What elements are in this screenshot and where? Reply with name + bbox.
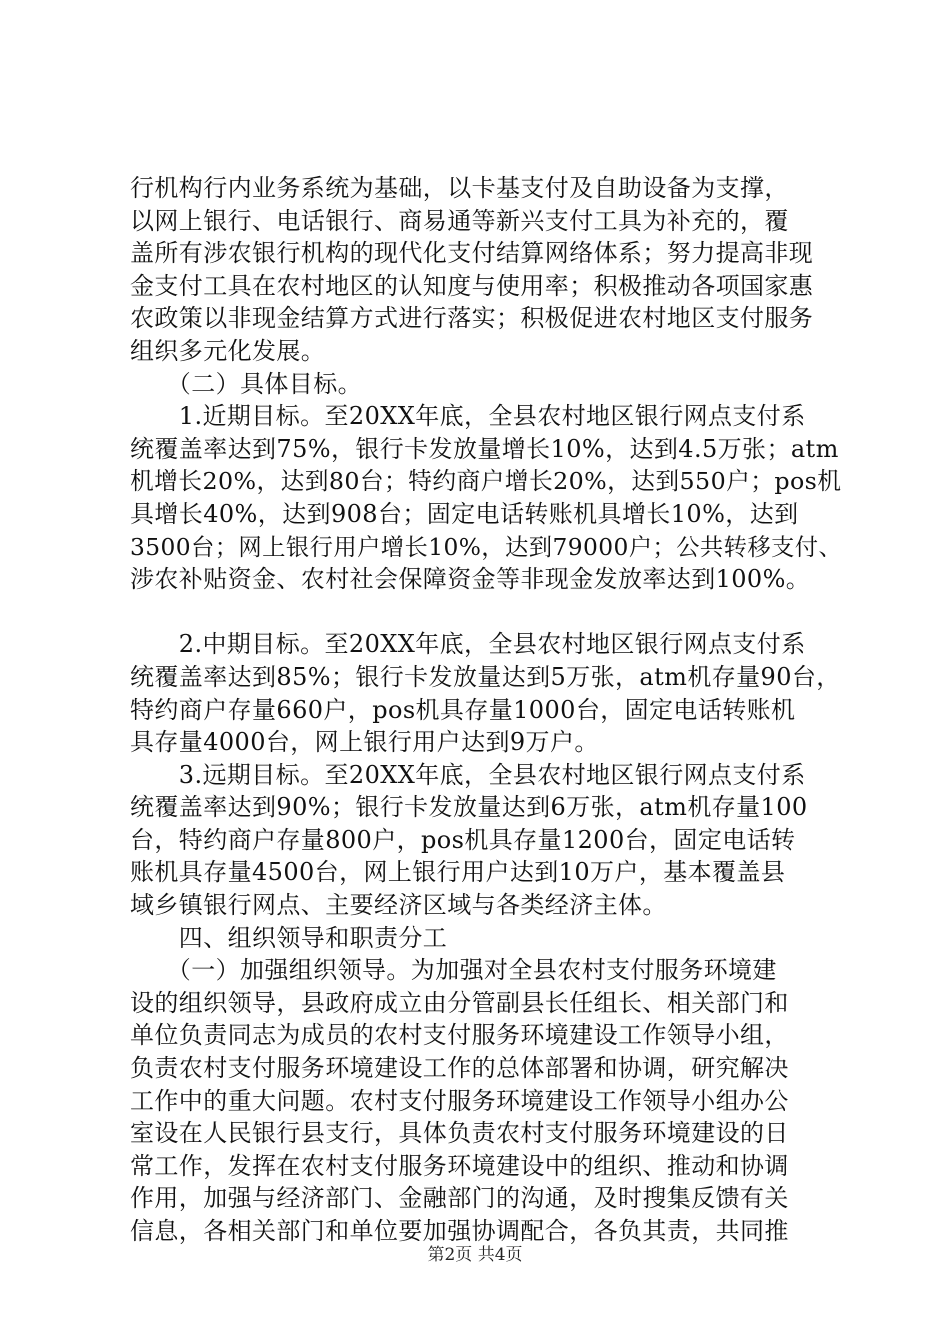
text-line: 单位负责同志为成员的农村支付服务环境建设工作领导小组，	[130, 1021, 789, 1050]
text-line: 具存量4000台，网上银行用户达到9万户。	[130, 728, 599, 757]
text-line: 设的组织领导，县政府成立由分管副县长任组长、相关部门和	[130, 988, 789, 1017]
text-line: 负责农村支付服务环境建设工作的总体部署和协调，研究解决	[130, 1054, 789, 1083]
text-line: 3.远期目标。至20XX年底，全县农村地区银行网点支付系	[130, 760, 806, 789]
text-line: 工作中的重大问题。农村支付服务环境建设工作领导小组办公	[130, 1086, 789, 1115]
text-line: 涉农补贴资金、农村社会保障资金等非现金发放率达到100%。	[130, 565, 811, 594]
text-line: 组织多元化发展。	[130, 336, 326, 365]
text-line: 统覆盖率达到90%；银行卡发放量达到6万张，atm机存量100	[130, 793, 808, 822]
text-line: 2.中期目标。至20XX年底，全县农村地区银行网点支付系	[130, 630, 806, 659]
text-line: 具增长40%，达到908台；固定电话转账机具增长10%，达到	[130, 499, 799, 528]
text-line: 金支付工具在农村地区的认知度与使用率；积极推动各项国家惠	[130, 271, 814, 300]
page-footer: 第2页 共4页	[427, 1245, 523, 1265]
text-line: 域乡镇银行网点、主要经济区域与各类经济主体。	[130, 891, 667, 920]
text-line: 信息，各相关部门和单位要加强协调配合，各负其责，共同推	[130, 1217, 789, 1245]
text-line: 室设在人民银行县支行，具体负责农村支付服务环境建设的日	[130, 1119, 789, 1148]
text-line: 农政策以非现金结算方式进行落实；积极促进农村地区支付服务	[130, 304, 814, 333]
text-line: 统覆盖率达到85%；银行卡发放量达到5万张，atm机存量90台，	[130, 662, 841, 691]
text-line: 账机具存量4500台，网上银行用户达到10万户，基本覆盖县	[130, 858, 786, 887]
text-line: 统覆盖率达到75%，银行卡发放量增长10%，达到4.5万张；atm	[130, 434, 839, 463]
text-line: 盖所有涉农银行机构的现代化支付结算网络体系；努力提高非现	[130, 239, 814, 268]
text-line: 常工作，发挥在农村支付服务环境建设中的组织、推动和协调	[130, 1151, 789, 1180]
text-line: （一）加强组织领导。为加强对全县农村支付服务环境建	[130, 956, 777, 985]
text-line: 特约商户存量660户，pos机具存量1000台，固定电话转账机	[130, 695, 796, 724]
text-line: 台，特约商户存量800户，pos机具存量1200台，固定电话转	[130, 825, 796, 854]
text-line	[130, 596, 842, 629]
text-line: （二）具体目标。	[130, 369, 362, 398]
text-line: 行机构行内业务系统为基础，以卡基支付及自助设备为支撑，	[130, 174, 789, 202]
text-line: 作用，加强与经济部门、金融部门的沟通，及时搜集反馈有关	[130, 1184, 789, 1213]
text-line: 以网上银行、电话银行、商易通等新兴支付工具为补充的，覆	[130, 206, 789, 235]
text-line: 1.近期目标。至20XX年底，全县农村地区银行网点支付系	[130, 402, 806, 431]
text-line: 四、组织领导和职责分工	[130, 923, 448, 952]
text-line: 3500台；网上银行用户增长10%，达到79000户；公共转移支付、	[130, 532, 843, 561]
text-line: 机增长20%，达到80台；特约商户增长20%，达到550户；pos机	[130, 467, 842, 496]
document-body	[130, 172, 842, 1248]
